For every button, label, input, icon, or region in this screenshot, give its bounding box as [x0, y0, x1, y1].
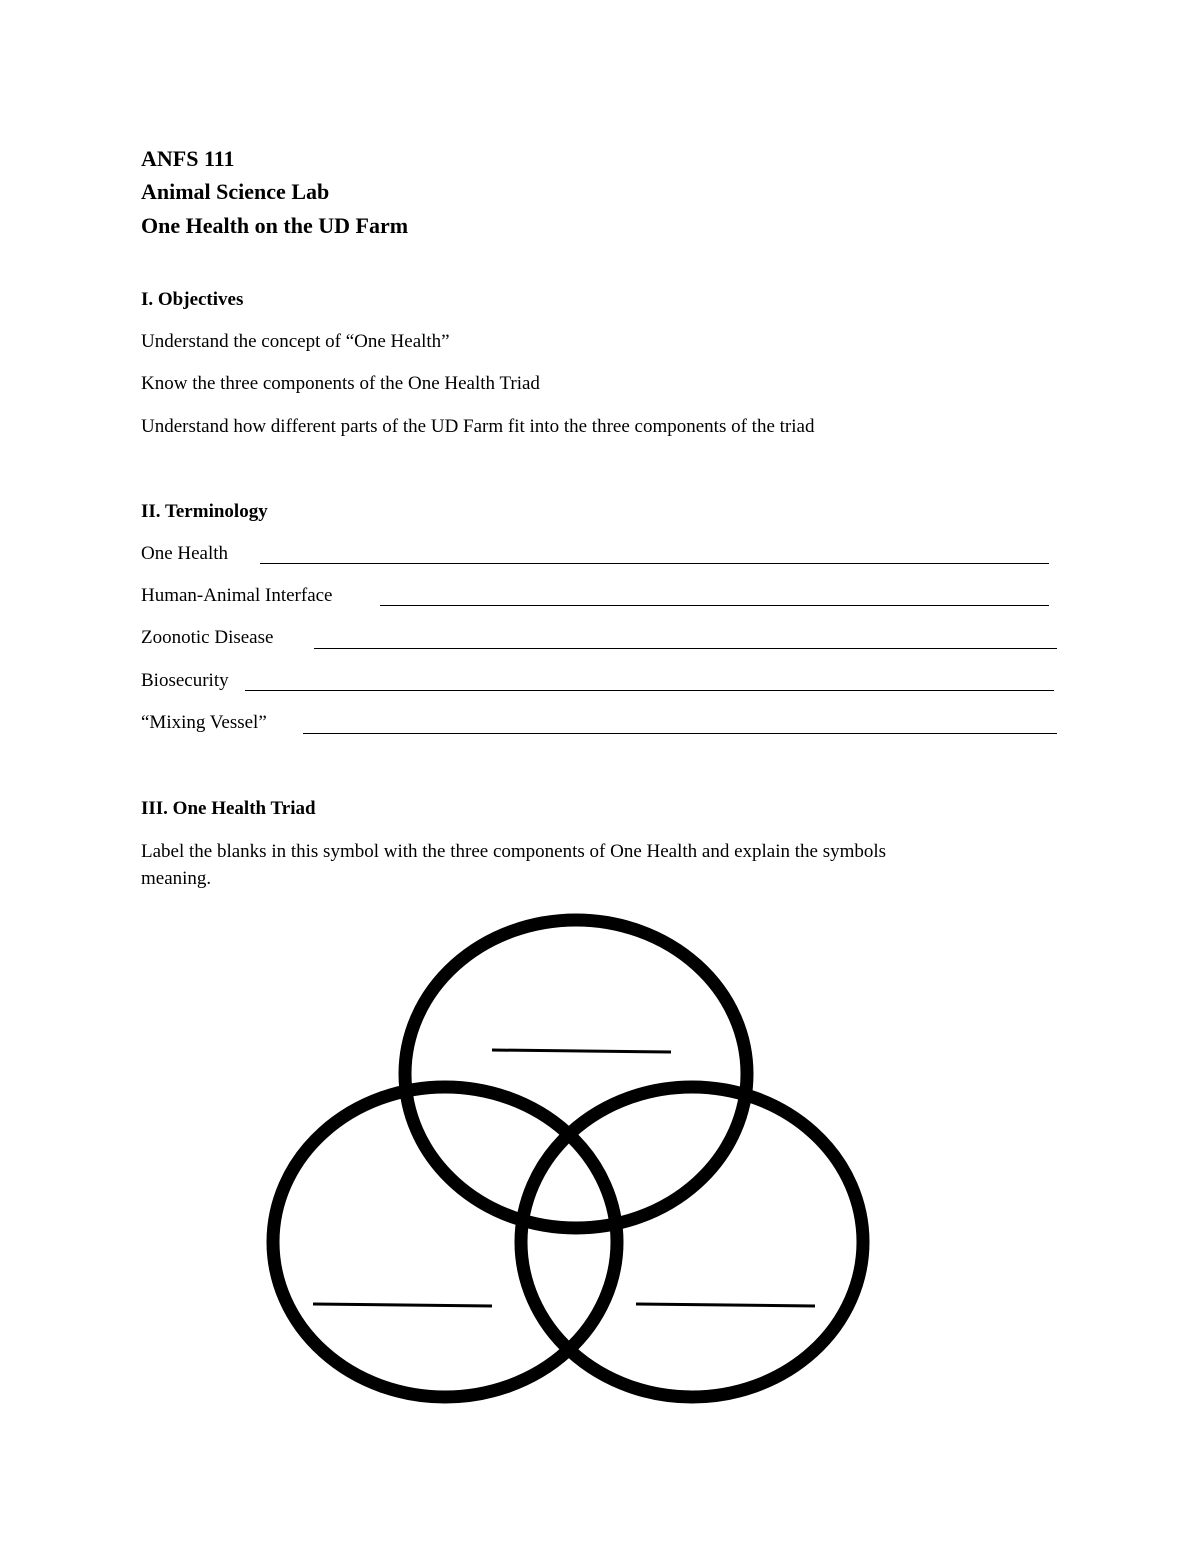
objective-item: Understand the concept of “One Health”: [141, 331, 450, 352]
term-label: Human-Animal Interface: [141, 585, 333, 606]
course-code: ANFS 111: [141, 146, 235, 171]
objective-item: Understand how different parts of the UD Farm fit into the three components of the triad: [141, 416, 815, 437]
right-label-blank[interactable]: [636, 1304, 815, 1306]
triad-heading: III. One Health Triad: [141, 798, 316, 819]
terminology-heading: II. Terminology: [141, 501, 268, 522]
term-label: One Health: [141, 543, 229, 564]
triad-instructions-cont: meaning.: [141, 868, 212, 889]
term-label: “Mixing Vessel”: [141, 712, 267, 733]
term-label: Zoonotic Disease: [141, 627, 274, 648]
page-title: One Health on the UD Farm: [141, 213, 409, 238]
term-label: Biosecurity: [141, 670, 229, 691]
left-label-blank[interactable]: [313, 1304, 492, 1306]
top-circle: [405, 920, 747, 1228]
top-label-blank[interactable]: [492, 1050, 671, 1052]
objective-item: Know the three components of the One Health Triad: [141, 373, 540, 394]
right-circle: [521, 1087, 863, 1397]
objectives-heading: I. Objectives: [141, 289, 244, 310]
lab-title: Animal Science Lab: [141, 179, 330, 204]
triad-instructions: Label the blanks in this symbol with the three components of One Health and explain the symbols: [141, 841, 887, 862]
